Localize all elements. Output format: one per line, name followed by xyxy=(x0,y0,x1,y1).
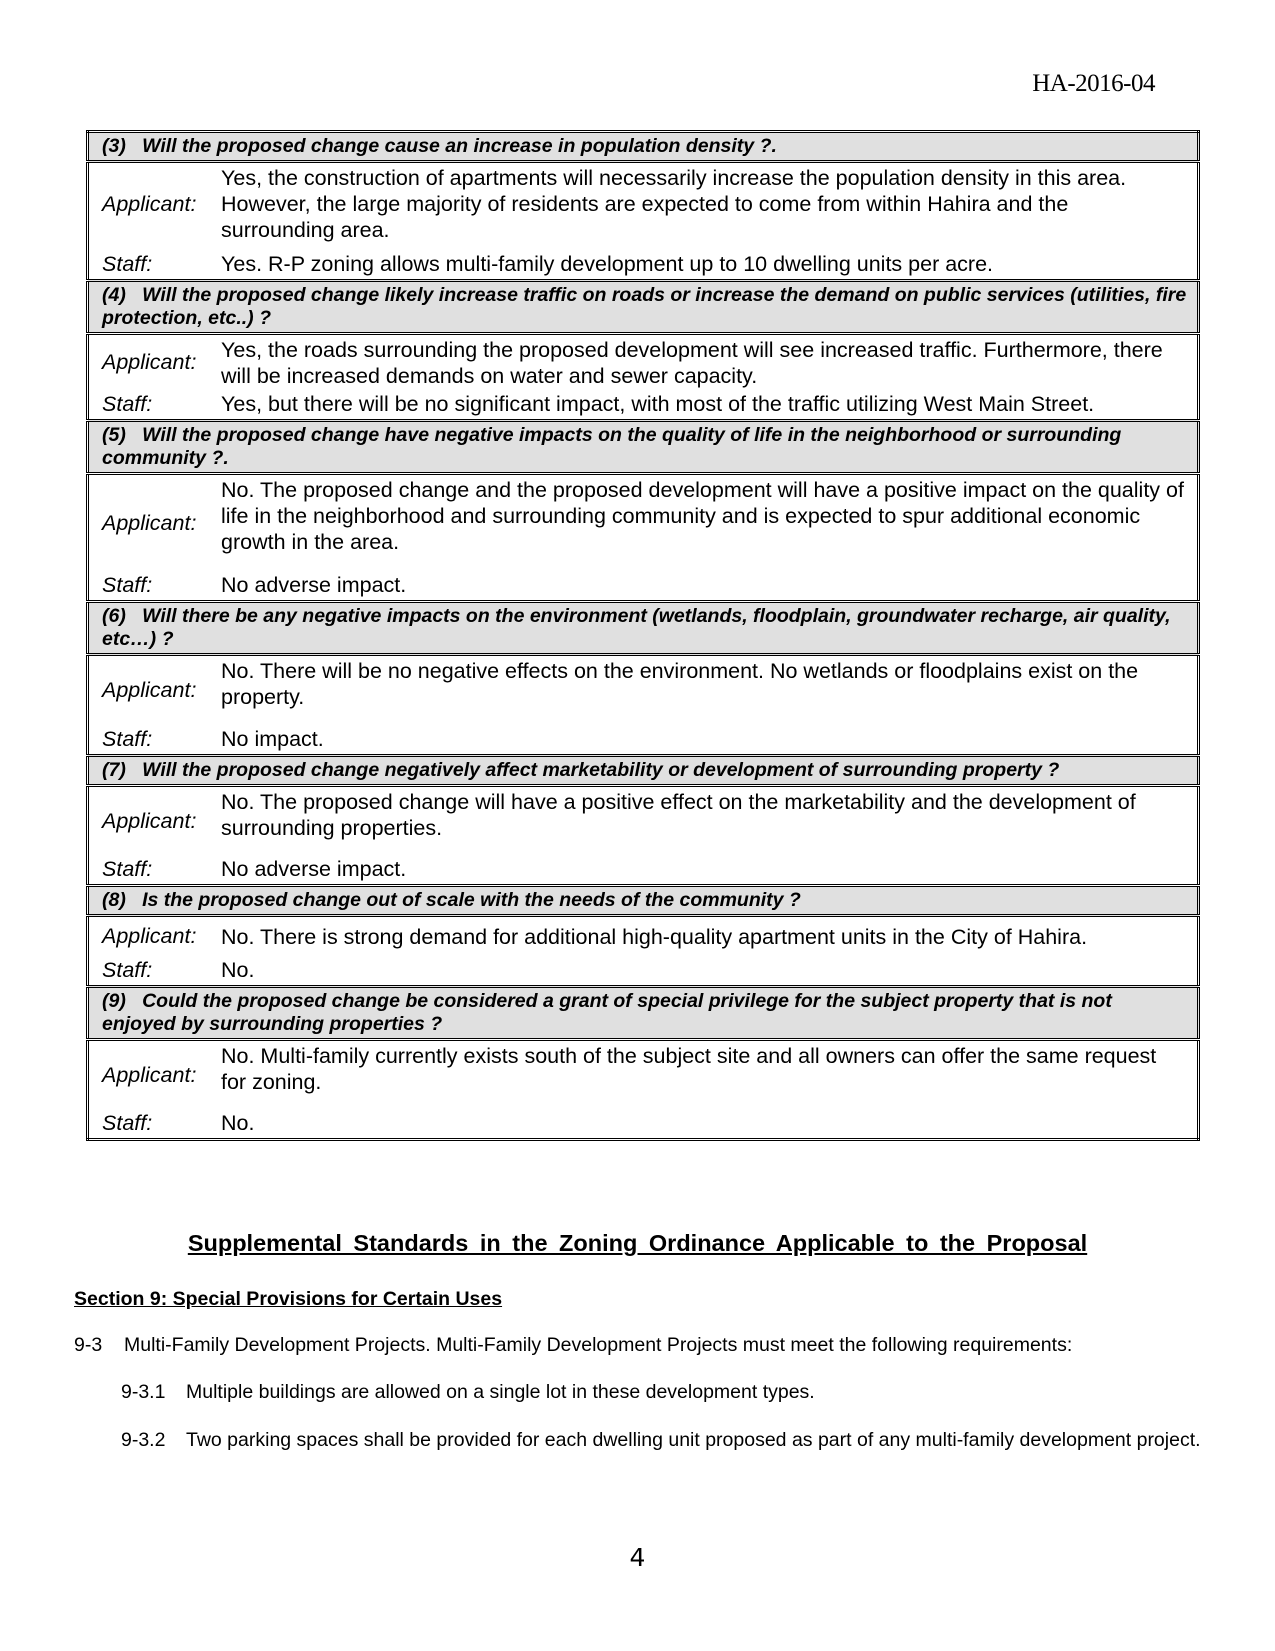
provision-item xyxy=(74,1333,1204,1357)
criterion-question-row xyxy=(88,986,1199,1039)
document-id: HA-2016-04 xyxy=(1032,70,1155,97)
staff-response: Yes, but there will be no significant impact, with most of the traffic utilizing West Main Street. xyxy=(221,391,1095,416)
staff-label: Staff: xyxy=(102,573,153,597)
criterion-question-row xyxy=(88,886,1199,916)
staff-label: Staff: xyxy=(102,857,153,881)
applicant-response: No. The proposed change will have a positive effect on the marketability and the development of surrounding properties. xyxy=(221,789,1136,840)
staff-row xyxy=(88,390,1199,421)
applicant-label: Applicant: xyxy=(102,191,197,216)
applicant-row xyxy=(88,655,1199,725)
staff-response: Yes. R-P zoning allows multi-family development up to 10 dwelling units per acre. xyxy=(221,251,994,276)
criterion-question: (9) Could the proposed change be considered a grant of special privilege for the subject property that is not enjoyed by surrounding properties ? xyxy=(88,986,1199,1039)
criterion-question: (8) Is the proposed change out of scale with the needs of the community ? xyxy=(88,886,1199,916)
staff-label: Staff: xyxy=(102,726,153,751)
applicant-row xyxy=(88,785,1199,855)
applicant-label: Applicant: xyxy=(102,350,197,374)
staff-response: No impact. xyxy=(221,726,324,751)
staff-row xyxy=(88,956,1199,987)
staff-label: Staff: xyxy=(102,251,153,276)
provision-number: 9-3 xyxy=(74,1334,103,1356)
staff-row xyxy=(88,855,1199,886)
applicant-row xyxy=(88,1039,1199,1109)
supplemental-standards-title: Supplemental Standards in the Zoning Ordinance Applicable to the Proposal xyxy=(187,1230,1088,1256)
staff-response: No. xyxy=(221,957,255,982)
staff-response: No adverse impact. xyxy=(221,857,407,881)
applicant-response: Yes, the construction of apartments will necessarily increase the population density in this area. However, the large majority of residents are expected to come from within Hahira and the surrounding area. xyxy=(221,166,1127,242)
staff-label: Staff: xyxy=(102,957,153,982)
criterion-question: (5) Will the proposed change have negative impacts on the quality of life in the neighborhood or surrounding community ?. xyxy=(88,420,1199,473)
provision-item xyxy=(121,1380,1204,1404)
criterion-question: (3) Will the proposed change cause an increase in population density ?. xyxy=(88,132,1199,162)
staff-row xyxy=(88,571,1199,602)
criterion-question: (4) Will the proposed change likely increase traffic on roads or increase the demand on public services (utilities, fire protection, etc..) ? xyxy=(88,280,1199,333)
applicant-response: No. Multi-family currently exists south of the subject site and all owners can offer the same request for zoning. xyxy=(221,1043,1157,1094)
provision-item xyxy=(121,1428,1204,1452)
page-number: 4 xyxy=(629,1543,646,1572)
criterion-question-row xyxy=(88,132,1199,162)
criterion-question-row xyxy=(88,602,1199,655)
staff-response: No adverse impact. xyxy=(221,573,407,597)
applicant-response: No. The proposed change and the proposed development will have a positive impact on the quality of life in the neighborhood and surrounding community and is expected to spur additional economic growth in the area. xyxy=(221,477,1184,554)
provision-number: 9-3.2 xyxy=(121,1429,166,1451)
staff-row xyxy=(88,725,1199,756)
applicant-label: Applicant: xyxy=(102,808,197,833)
criterion-question-row xyxy=(88,280,1199,333)
applicant-label: Applicant: xyxy=(102,678,197,703)
staff-label: Staff: xyxy=(102,1111,153,1135)
applicant-row xyxy=(88,333,1199,390)
applicant-row xyxy=(88,916,1199,956)
applicant-label: Applicant: xyxy=(102,1062,197,1087)
staff-row xyxy=(88,244,1199,280)
criterion-question: (6) Will there be any negative impacts on the environment (wetlands, floodplain, groundwater recharge, air quality, etc…) ? xyxy=(88,602,1199,655)
provision-text: Multiple buildings are allowed on a single lot in these development types. xyxy=(186,1381,815,1403)
section-heading: Section 9: Special Provisions for Certain Uses xyxy=(74,1288,503,1310)
applicant-response: No. There is strong demand for additional high-quality apartment units in the City of Hahira. xyxy=(221,924,1088,949)
applicant-row xyxy=(88,473,1199,571)
applicant-row xyxy=(88,162,1199,245)
criterion-question-row xyxy=(88,420,1199,473)
applicant-response: Yes, the roads surrounding the proposed development will see increased traffic. Furthermore, there will be increased demands on water and sewer capacity. xyxy=(221,337,1163,388)
applicant-label: Applicant: xyxy=(102,924,197,949)
provision-text: Two parking spaces shall be provided for each dwelling unit proposed as part of any multi-family development project. xyxy=(186,1429,1201,1451)
staff-row xyxy=(88,1109,1199,1140)
criterion-question-row xyxy=(88,755,1199,785)
staff-label: Staff: xyxy=(102,391,153,416)
applicant-label: Applicant: xyxy=(102,510,197,535)
applicant-response: No. There will be no negative effects on the environment. No wetlands or floodplains exist on the property. xyxy=(221,659,1139,709)
provision-text: Multi-Family Development Projects. Multi-Family Development Projects must meet the following requirements: xyxy=(124,1334,1073,1356)
staff-response: No. xyxy=(221,1111,255,1135)
criterion-question: (7) Will the proposed change negatively affect marketability or development of surrounding property ? xyxy=(88,755,1199,785)
provision-number: 9-3.1 xyxy=(121,1381,166,1403)
review-criteria-table xyxy=(86,130,1200,1141)
